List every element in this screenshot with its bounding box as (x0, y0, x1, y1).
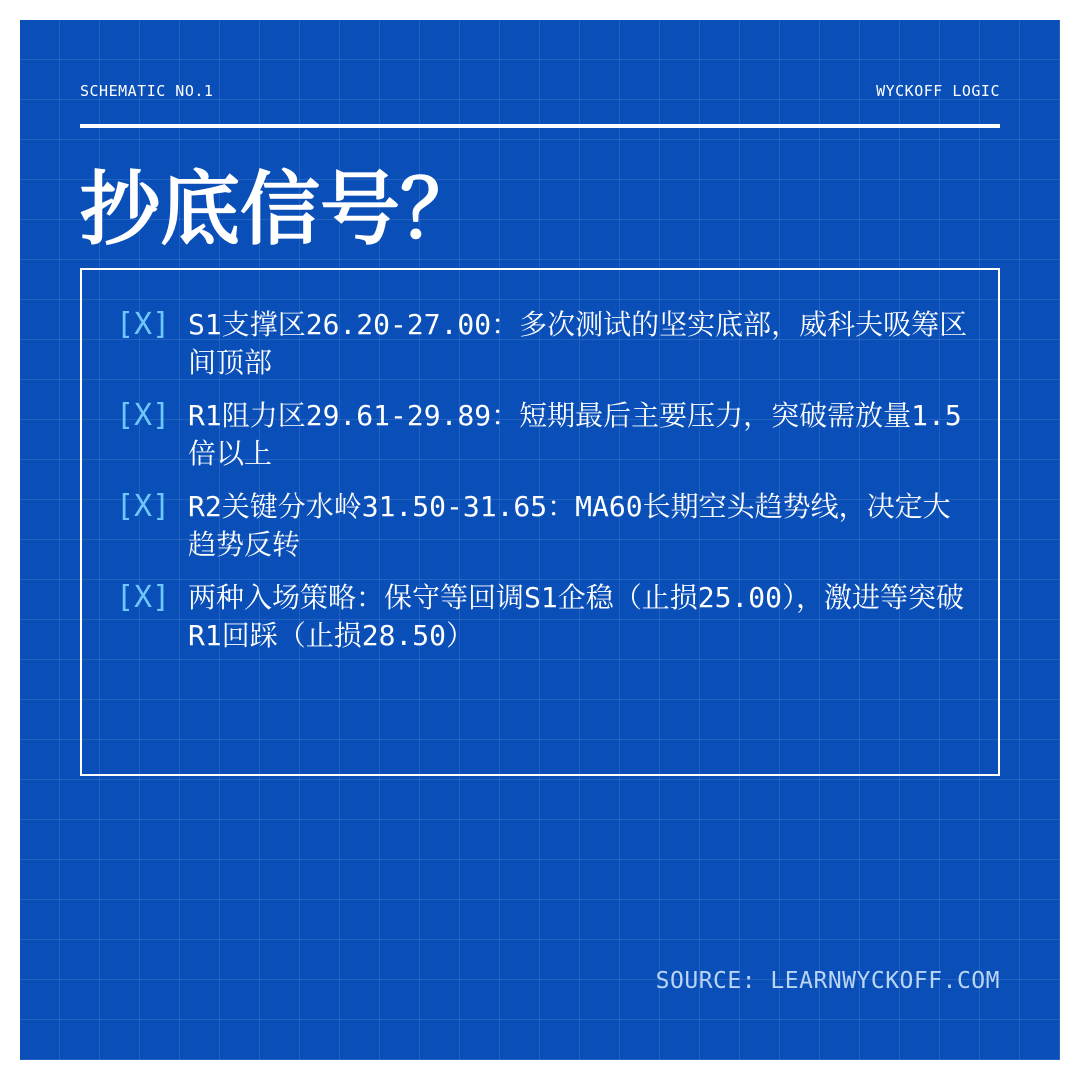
brand-label: WYCKOFF LOGIC (876, 82, 1000, 100)
list-item-text: 两种入场策略：保守等回调S1企稳（止损25.00），激进等突破R1回踩（止损28.50） (188, 581, 965, 652)
source-credit: SOURCE: LEARNWYCKOFF.COM (655, 968, 1000, 994)
list-item-text: R2关键分水岭31.50-31.65：MA60长期空头趋势线，决定大趋势反转 (188, 490, 951, 561)
header-divider (80, 124, 1000, 128)
card (20, 20, 1060, 1060)
checkbox-marker-icon: [X] (116, 307, 171, 342)
list-item (116, 486, 968, 564)
list-item (116, 577, 968, 655)
checkbox-marker-icon: [X] (116, 398, 171, 433)
schematic-label: SCHEMATIC NO.1 (80, 82, 214, 100)
checkbox-marker-icon: [X] (116, 580, 171, 615)
list-item-text: R1阻力区29.61-29.89：短期最后主要压力，突破需放量1.5倍以上 (188, 399, 962, 470)
list-item (116, 304, 968, 382)
list-item (116, 395, 968, 473)
checkbox-marker-icon: [X] (116, 489, 171, 524)
signal-panel (80, 268, 1000, 776)
page-title: 抄底信号？ (80, 163, 480, 256)
list-item-text: S1支撑区26.20-27.00：多次测试的坚实底部，威科夫吸筹区间顶部 (188, 308, 968, 379)
